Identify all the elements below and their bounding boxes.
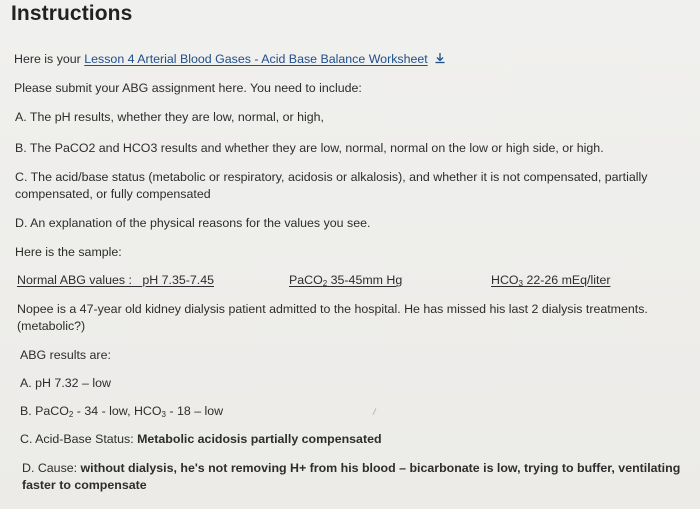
normal-paco2: [289, 272, 402, 292]
download-icon[interactable]: [434, 52, 446, 64]
answer-d-value: without dialysis, he's not removing H+ from his blood – bicarbonate is low, trying to buffer, ventilating faster to compensate: [22, 461, 681, 492]
normal-hco3: [491, 272, 610, 292]
worksheet-link[interactable]: Lesson 4 Arterial Blood Gases - Acid Base Balance Worksheet: [84, 52, 428, 66]
answer-d: [22, 460, 694, 494]
normal-hco3-range: 22-26 mEq/liter: [523, 273, 611, 287]
answer-b-end: - 18 – low: [165, 404, 224, 418]
sample-label: Here is the sample:: [15, 245, 122, 259]
normal-paco2-sub: 2: [322, 279, 328, 288]
normal-paco2-range: 35-45mm Hg: [327, 273, 403, 287]
answer-c: [20, 431, 382, 448]
normal-values-title: Normal ABG values :: [17, 273, 133, 287]
answer-c-value: Metabolic acidosis partially compensated: [137, 432, 382, 446]
normal-hco3-name: HCO: [491, 273, 519, 287]
normal-paco2-name: PaCO: [289, 273, 323, 287]
patient-description: Nopee is a 47-year old kidney dialysis patient admitted to the hospital. He has missed his last 2 dialysis treatments. (metabolic?): [17, 302, 648, 333]
stray-mark: [373, 408, 377, 415]
answer-a: A. pH 7.32 – low: [20, 376, 111, 390]
results-label: ABG results are:: [20, 348, 111, 362]
worksheet-prefix: Here is your: [14, 52, 81, 66]
page-title: Instructions: [11, 2, 133, 25]
answer-c-label: C. Acid-Base Status:: [20, 432, 138, 446]
answer-b-sub2: 3: [161, 410, 166, 419]
answer-b-mid: - 34 - low, HCO: [73, 404, 162, 418]
requirement-b: B. The PaCO2 and HCO3 results and whether they are low, normal, normal on the low or high side, or high.: [15, 141, 604, 155]
requirement-d: D. An explanation of the physical reasons for the values you see.: [15, 216, 371, 230]
answer-b: [20, 403, 223, 423]
normal-hco3-sub: 3: [518, 279, 523, 288]
normal-ph: pH 7.35-7.45: [142, 273, 214, 287]
requirement-c: C. The acid/base status (metabolic or respiratory, acidosis or alkalosis), and whether it is not compensated, partially compensated, or fully compensated: [15, 170, 648, 201]
answer-b-prefix: B. PaCO: [20, 404, 69, 418]
normal-values-label: [17, 272, 214, 289]
submit-text: Please submit your ABG assignment here. You need to include:: [14, 81, 362, 95]
answer-b-sub1: 2: [68, 410, 74, 419]
requirement-a: A. The pH results, whether they are low, normal, or high,: [15, 110, 324, 124]
answer-d-label: D. Cause:: [22, 461, 81, 475]
worksheet-line: [14, 51, 446, 68]
